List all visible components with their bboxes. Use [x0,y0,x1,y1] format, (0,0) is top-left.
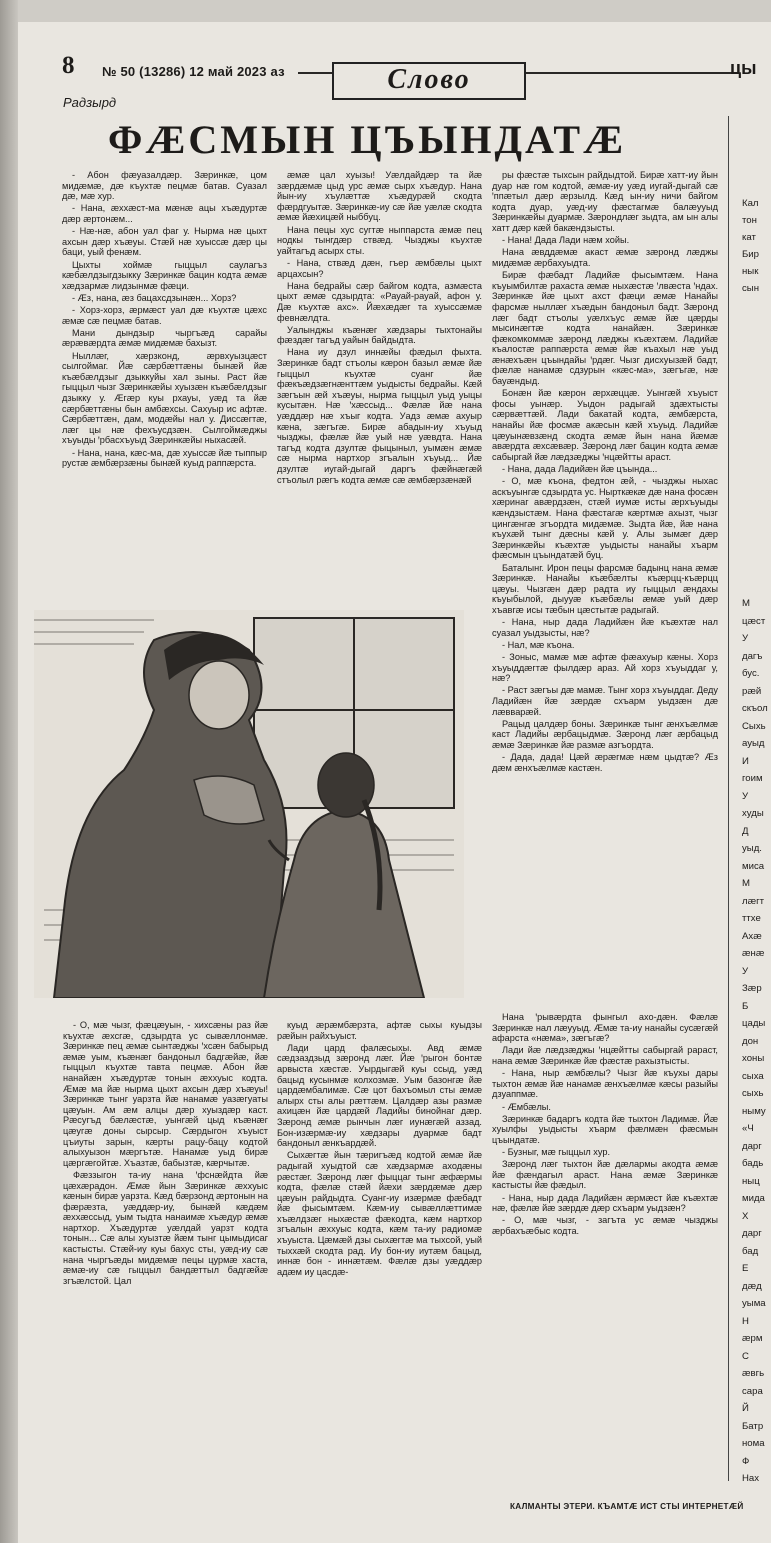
paragraph: - Нана, ствæд дæн, гъер æмбæлы цыхт арцахсын? [277,257,482,279]
paragraph: - Æмбæлы. [502,1101,551,1112]
fragment-line: дон [742,1035,759,1047]
fragment-line: мида [742,1193,765,1204]
fragment-line: дæд [742,1280,762,1292]
paragraph: Нана æвддæмæ акаст æмæ зæронд лæджы мидæмæ æрбахуыдта. [492,247,718,268]
fragment-line: Б [742,1000,749,1012]
next-page-header-fragment: цы [730,58,757,78]
fragment-line: Бир [742,249,759,260]
logo-text: Слово [387,64,471,95]
fragment-line: нома [742,1438,765,1449]
paragraph: - О, мæ чызг, - загъта ус æмæ чызджы æрбахъæбыс кодта. [492,1215,718,1237]
paragraph: - Дада, дада! Цæй æрæгмæ нæм цыдтæ? Æз дæм æнхъæлмæ кастæн. [492,752,718,773]
paragraph: Нана бедрайы сæр байгом кодта, азмæста цыхт æмæ сдзырдта: «Рауай-рауай, афон у. Дæ къухтæ ахс». Йæхæдæг та хуыссæмæ февнæлдта. [277,280,482,323]
fragment-line: цады [742,1018,766,1029]
paragraph: куыд æрæмбæрзта, афтæ сыхы куыдзы рæйын райхъуыст. [277,1020,482,1041]
paragraph: - Æз, нана, æз бацахсдзынæн... Хорз? [72,292,237,303]
fragment-line: ттхе [742,913,761,924]
paragraph: - Зоныс, мамæ мæ афтæ фæахуыр кæны. Хорз хъуыддæгтæ фылдæр араз. Ай хорз хъуыддаг у, нæ? [492,652,718,684]
fragment-line: Н [742,1315,749,1327]
photo-credit: КАЛМАНТЫ ЭТЕРИ. КЪАМТÆ ИСТ СТЫ ИНТЕРНЕТÆЙ [510,1502,744,1511]
paragraph: Рацыд цалдæр боны. Зæринкæ тынг æнхъæлмæ каст Ладийы æрбацыдмæ. Зæронд лæг æрбацыд æмæ Зæринкæ йæ размæ азгъордта. [492,718,718,750]
fragment-line: М [742,598,750,609]
fragment-line: Кал [742,198,759,209]
illustration-grandmother-and-girl [34,610,464,998]
fragment-line: рæй [742,685,762,697]
paragraph: Лади йæ лæдзæджы ꞌнцæйтты сабыргай рараст, нана æмæ Зæринкæ йæ фæстæ рахызтысты. [492,1045,718,1066]
paragraph: - Нана, нана, кæс-ма, дæ хуыссæ йæ тыппыр рустæ æмбæрзæны бынæй куыд раппæрста. [62,447,267,469]
fragment-line: Зæр [742,983,762,994]
article-column-4 [63,1020,268,1288]
paragraph: Цыхты хоймæ гыццыл саулагъз кæбæлдзыгдзыкку Зæринкæ бацин кодта æмæ хæдзармæ лидзынмæ фæци. [62,259,267,291]
fragment-line: Й [742,1403,749,1414]
fragment-line: гоим [742,773,763,784]
issue-info: № 50 (13286) 12 май 2023 аз [102,64,285,79]
article-column-2 [277,170,482,487]
article-headline: ФӔСМЫН ЦЪЫНДАТӔ [108,117,627,162]
paragraph: - Нана, ныр æмбæлы? Чызг йæ къухы дары тыхтон æмæ йæ нанамæ æнхъæлмæ кæсы разыйы дзуаппмæ. [492,1068,718,1100]
fragment-line: дарг [742,1140,762,1152]
fragment-line: сыхь [742,1088,764,1099]
fragment-line: дарг [742,1228,762,1239]
fragment-line: миса [742,860,765,872]
paragraph: æмæ цал хуызы! Уæлдайдæр та йæ зæрдæмæ цыд урс æмæ сырх хъæдур. Нана йын-иу хъулæттæ хъæдурæй скодта фæрдгуытæ. Зæринкæ-иу сæ йæ уæлæ скодта æмæ йæхицæй ныббуц. [277,170,482,223]
fragment-line: С [742,1350,749,1362]
fragment-line: У [742,633,749,644]
paragraph: - Нана, æххæст-ма мæнæ ацы хъæдуртæ дæр æртонæм... [62,203,267,224]
fragment-line: Д [742,825,749,837]
paragraph: Сыхæгтæ йын тæригъæд кодтой æмæ йæ радыгай хуыдтой сæ хæдзармæ аходæны рæстæг. Зæронд лæг фыццаг тынг æфæрмы кодта, фæлæ стæй йæхи зæрдæмæ дæр цæуын райдыдта. Суанг-иу изæрмæ фæбадт йæ фысымтæм. Кæм-иу сывæллæттимæ хъæлдзæг ныхæстæ фæкодта, кæм нартхор згъалын æххуыс кодта, кæм та-иу радиомæ хъуыста. Цæмæй дзы сыхæгтæ ма тыхсой, уый тыххæй скодта рад. Иу бон-иу иутæм бацыд, иннæ бон - иннæтæм. Фæлæ дзы уæддæр адæм иу цасдæ- [277,1150,482,1277]
fragment-line: У [742,965,749,977]
fragment-line: цæст [742,615,766,627]
fragment-line: И [742,755,749,767]
article-column-6 [492,1012,718,1238]
fragment-line: сын [742,283,759,294]
fragment-line: Батр [742,1420,764,1432]
article-column-3 [492,170,718,775]
paragraph: - Нана! Дада Лади нæм хойы. [502,235,630,246]
fragment-line: худы [742,808,764,819]
fragment-line: бус. [742,668,760,679]
fragment-line: Х [742,1210,749,1222]
fragment-line: бад [742,1245,759,1257]
fragment-line: ауыд [742,738,765,749]
paragraph: - Абон фæуазалдæр. Зæринкæ, цом мидæмæ, дæ къухтæ пецмæ батав. Суазал дæ, мæ хур. [62,170,267,202]
fragment-line: сара [742,1385,763,1397]
fragment-line: æнæ [742,948,765,959]
paragraph: Бирæ фæбадт Ладийæ фысымтæм. Нана къуымбилтæ рахаста æмæ ныхæстæ ꞌлвæста ꞌндах. Зæринкæ йæ цыхт ахст фæци æмæ Нанайы фарсмæ ныллæг хъæдын бандоныл бадт. Зæронд лæг бадт стъолы уæлхъус æмæ йæ цæрды мысинæгтæ кодта нанайæн. Зæринкæ фæкомкоммæ зæронд лæджы къæхтæм. Ладийæ къалостæ раппæрста æмæ йæ къахыл нæ уыд æнæхъæн цъындайы ꞌрдæг. Чызг дисхуызæй бадт, фæлæ нанамæ сдзурын «кæс-ма», зæгъгæ, нæ бауæндыд. [492,270,718,387]
fragment-line: У [742,790,749,802]
paragraph: - Нана, ныр дада Ладийæн æрмæст йæ къæхтæ нæ, фæлæ йæ зæрдæ дæр схъарм уыдзæн? [492,1192,718,1214]
fragment-line: сыха [742,1070,764,1082]
newspaper-logo [332,62,526,100]
fragment-line: ныму [742,1105,766,1117]
fragment-line: тон [742,215,757,226]
paragraph: Лади цард фалæсыхы. Авд æмæ сæдзаздзыд зæронд лæг. Йæ ꞌрыгон бонтæ арвыста хæстæ. Уырдыгæй куы ссыд, уæд бацыд кусынмæ колхозмæ. Уым базонгæ йæ цардæмбалимæ. Сæ цот бахъомыл сты æмæ алырх сты алы рæттæм. Цалдæр азы размæ ахицæн йæ цардæй Ладийы бинойнаг дæр. Зæронд æмæ рынчын лæг иунæгæй аззад. Бон-изæрмæ-иу хæдзары дуармæ бадт бандоныл æнкъардæй. [277,1042,482,1149]
fragment-line: скъол [742,703,768,714]
adjacent-article-fragment [736,118,771,1518]
page-number: 8 [62,52,75,79]
paragraph: - Хорз-хорз, æрмæст уал дæ къухтæ цæхс æмæ сæ пецмæ батав. [62,305,267,326]
fragment-line: дагъ [742,650,763,662]
paragraph: Уалынджы къæнæг хæдзары тыхтонайы фæздæг тагъд уайын байдыдта. [277,324,482,346]
fragment-line: æвгь [742,1368,765,1379]
paragraph: Мани дындзыр чыргъæд сарайы æрæвæрдта æмæ мидæмæ бахызт. [62,327,267,349]
paragraph: - Нал, мæ къона. [502,639,575,650]
binding-gutter [0,0,18,1543]
fragment-line: М [742,878,750,889]
article-column-5 [277,1020,482,1279]
rubric-label: Радзырд [63,95,117,110]
paragraph: - Нана, ныр дада Ладийæн йæ къæхтæ нал суазал уыдзысты, нæ? [492,617,718,638]
column-divider [728,116,729,1481]
paragraph: - Нана, дада Ладийæн йæ цъында... [502,464,658,474]
paragraph: - Раст зæгъы дæ мамæ. Тынг хорз хъуыддаг. Деду Ладийæн йæ зæрдæ схъарм уыдзæн дæ лæвварæй. [492,685,718,717]
paragraph: - Бузныг, мæ гыццыл хур. [502,1147,611,1158]
fragment-line: ныц [742,1175,760,1187]
fragment-line: «Ч [742,1123,754,1134]
paragraph: Зæронд лæг тыхтон йæ дæлармы акодта æмæ йæ фæндагыл араст. Нана æмæ Зæринкæ кастысты йæ фæдыл. [492,1159,718,1191]
fragment-line: хоны [742,1053,765,1064]
paragraph: Нана иу дзул иннæйы фæдыл фыхта. Зæринкæ бадт стъолы кæрон базыл æмæ йæ гыццыл къухтæ суанг йæ фæкъæдзæгнæнттæм уыдысты бедрайы. Кæй зæгъын æй хъæуы, нырма гыццыл уыд уыцы кусытæн. Нæ ꞌхæссыд... Фæлæ йæ нана уæддæр нæ хъыг кодта. Уадз æмæ ахуыр кæна, зæгъгæ. Бирæ абадын-иу хъуыд чызджы, фæлæ йæ уый нæ уæвдта. Нана тагъд кодта дзултæ фыцыныл, уымæн æмæ сæ нырма нартхор згъалын хъуыд... Йæ дзултæ иугай-дыгай даргъ фæйнæгæй стъолыл рæгъ кодта æмæ сæ æмбæрзæнæй [277,347,482,485]
fragment-line: Сыхь [742,720,766,732]
paragraph: - О, мæ къона, федтон æй, - чызджы ныхас аскъуынгæ сдзырдта ус. Нырткæкæ дæ нана фосæн хæринаг авæрдзæн, стæй иумæ исты æрхъуыды кæндзыстæм. Нана фæстагæ кæртмæ ахызт, чызг цингæнгæ згъордта мидæмæ. Зыдта йæ, йæ нана къухæй тынг дæсны кæй у. Алы зымæг дæр Зæринкæйы къæхтæ уыдысты нанайы хъарм фæсмын цъындатæй буц. [492,476,718,561]
paragraph: ры фæстæ тыхсын райдыдтой. Бирæ хатт-иу йын дуар нæ гом кодтой, æмæ-иу уæд иугай-дыгай сæ ꞌппæтыл дæр æрзылд. Кæд ын-иу ничи байгом кодта дуар, уæд-иу фæстагмæ балæууыд Зæринкæйы дуармæ. Зæрондлæг зыдта, ам ын алы хатт дæр кæй бакæндзысты. [492,170,718,233]
paragraph: Нана ꞌрывæрдта фынгыл ахо-дæн. Фæлæ Зæринкæ нал лæууыд. Æмæ та-иу нанайы сусæгæй афарста «нæма», зæгъгæ? [492,1012,718,1044]
article-column-1 [62,170,267,470]
fragment-line: Е [742,1263,749,1274]
paragraph: - Нæ-нæ, абон уал фаг у. Нырма нæ цыхт ахсын дæр хъæуы. Стæй нæ хуыссæ дæр цы баци, уый фенæм. [62,226,267,258]
fragment-line: уыд. [742,843,762,854]
fragment-line: Ахæ [742,930,762,942]
fragment-line: кат [742,232,756,243]
fragment-line: æрм [742,1333,763,1344]
paragraph: - О, мæ чызг, фæцæуын, - хихсæны раз йæ къухтæ æхсгæ, сдзырдта ус сывæллонмæ. Зæринкæ пец æмæ сынтæджы ꞌхсæн бабырыд æмæ уым, къæнæг бандоныл бадгæйæ, йæ гыццыл къухтæ тавта пецмæ. Абон йæ нанайæн хъæдуртæ тонын æххуыс кодта. Æмæ ма йæ нырма цыхт ахсын дæр хъæуы! Зæринкæ тынг уарзта йæ нанамæ уазæгуаты цæуын. Ам æм алцы дæр хуыздæр каст. Рæсугъд бæлæстæ, уынгæй цыд къæнæг цæугæ доны сырсыр. Сæрдыгон хъуыст цъиуты зарын, кæрты рацу-бацу кодтой алыхуызон мæргътæ. Нанамæ уыд бирæ цæргæгойтæ. Хъазтæ, бабызтæ, кæрчытæ. [63,1020,268,1168]
fragment-line: уыма [742,1298,766,1309]
fragment-line: Нах [742,1473,760,1484]
fragment-line: лæгт [742,895,765,907]
paragraph: Баталынг. Ирон пецы фарсмæ бадынц нана æмæ Зæринкæ. Нанайы къæбæлты къæрцц-къæрцц цæуы. Чызгæн дæр радта иу гыццыл æндахы къуыбылой, дыууæ къæбæлы æмæ уый дæр хъавгæ исы тæбын цæстытæ радыгай. [492,562,718,615]
paragraph: Бонæн йæ кæрон æрхæццæ. Уынгæй хъуыст фосы уынæр. Уыдон радыгай здæхтысты сæрвæттæй. Лади бакатай кодта, æмбæрста, нанайы йæ фосмæ акæсын кæй хъуыд. Ладийæ цæуынæвзæнд скодта æмæ йын нана йæмæ авæрдта æхсæвæр. Зæронд лæг бацин кодта æмæ сабыргай йæ лæдзæджы ꞌнцæйтты араст. [492,388,718,462]
fragment-line: Ф [742,1455,750,1467]
paragraph: Ныллæг, хæрзконд, æрвхуызцæст сылгоймаг. Йæ сæрбæттæны бынæй йæ къæбæлдзыг дзыккуйы хал зыны. Раст йæ гыццыл чызг Зæринкæйы хуызæн къæбæлдзыг дзыкку у. Æгæр куы рхауы, уæд та йæ сæрбæттæны бын амбæхсы. Сахуыр ис афтæ. Сæрбæттæн, дам, модæйы нал у. Диссæгтæ, лæг цы нæ фехъусдзæн. Сылгоймæджы хъуыды ꞌрбасхъуыд Зæринкæйы ныхасæй. [62,350,267,446]
paragraph: Фæззыгон та-иу нана ꞌфснæйдта йæ цæхæрадон. Æмæ йын Зæринкæ æххуыс кæнын бирæ уарзта. Кæд бæрзонд æртонын на фæрæзта, уæддæр-иу, бынæй кæдæм æххæссыд, уым тыдта нанаимæ хъæдур æмæ нартхор. Хъæдуртæ уæлдай уарзт кодта тонын... Сæ алы хуызтæ йæм тынг цымыдисаг кастысты. Стæй-иу куы бахус сты, уæд-иу сæ нана чыргъæды мидæмæ пецы цурмæ хаста, æмæ-иу сæ гыццыл бандæттыл бадгæйæ згъæлстой. Цал [63,1169,268,1286]
fragment-line: нык [742,266,759,277]
paragraph: Зæринкæ бадаргъ кодта йæ тыхтон Ладимæ. Йæ хуылфы уыдысты хъарм фæлмæн фæсмын цъындатæ. [492,1113,718,1145]
paragraph: Нана пецы хус сугтæ ныппарста æмæ пец нодкы тынгдæр ствæд. Чызджы къухтæ уайтагъд асырх сты. [277,224,482,256]
fragment-line: бадь [742,1158,764,1169]
